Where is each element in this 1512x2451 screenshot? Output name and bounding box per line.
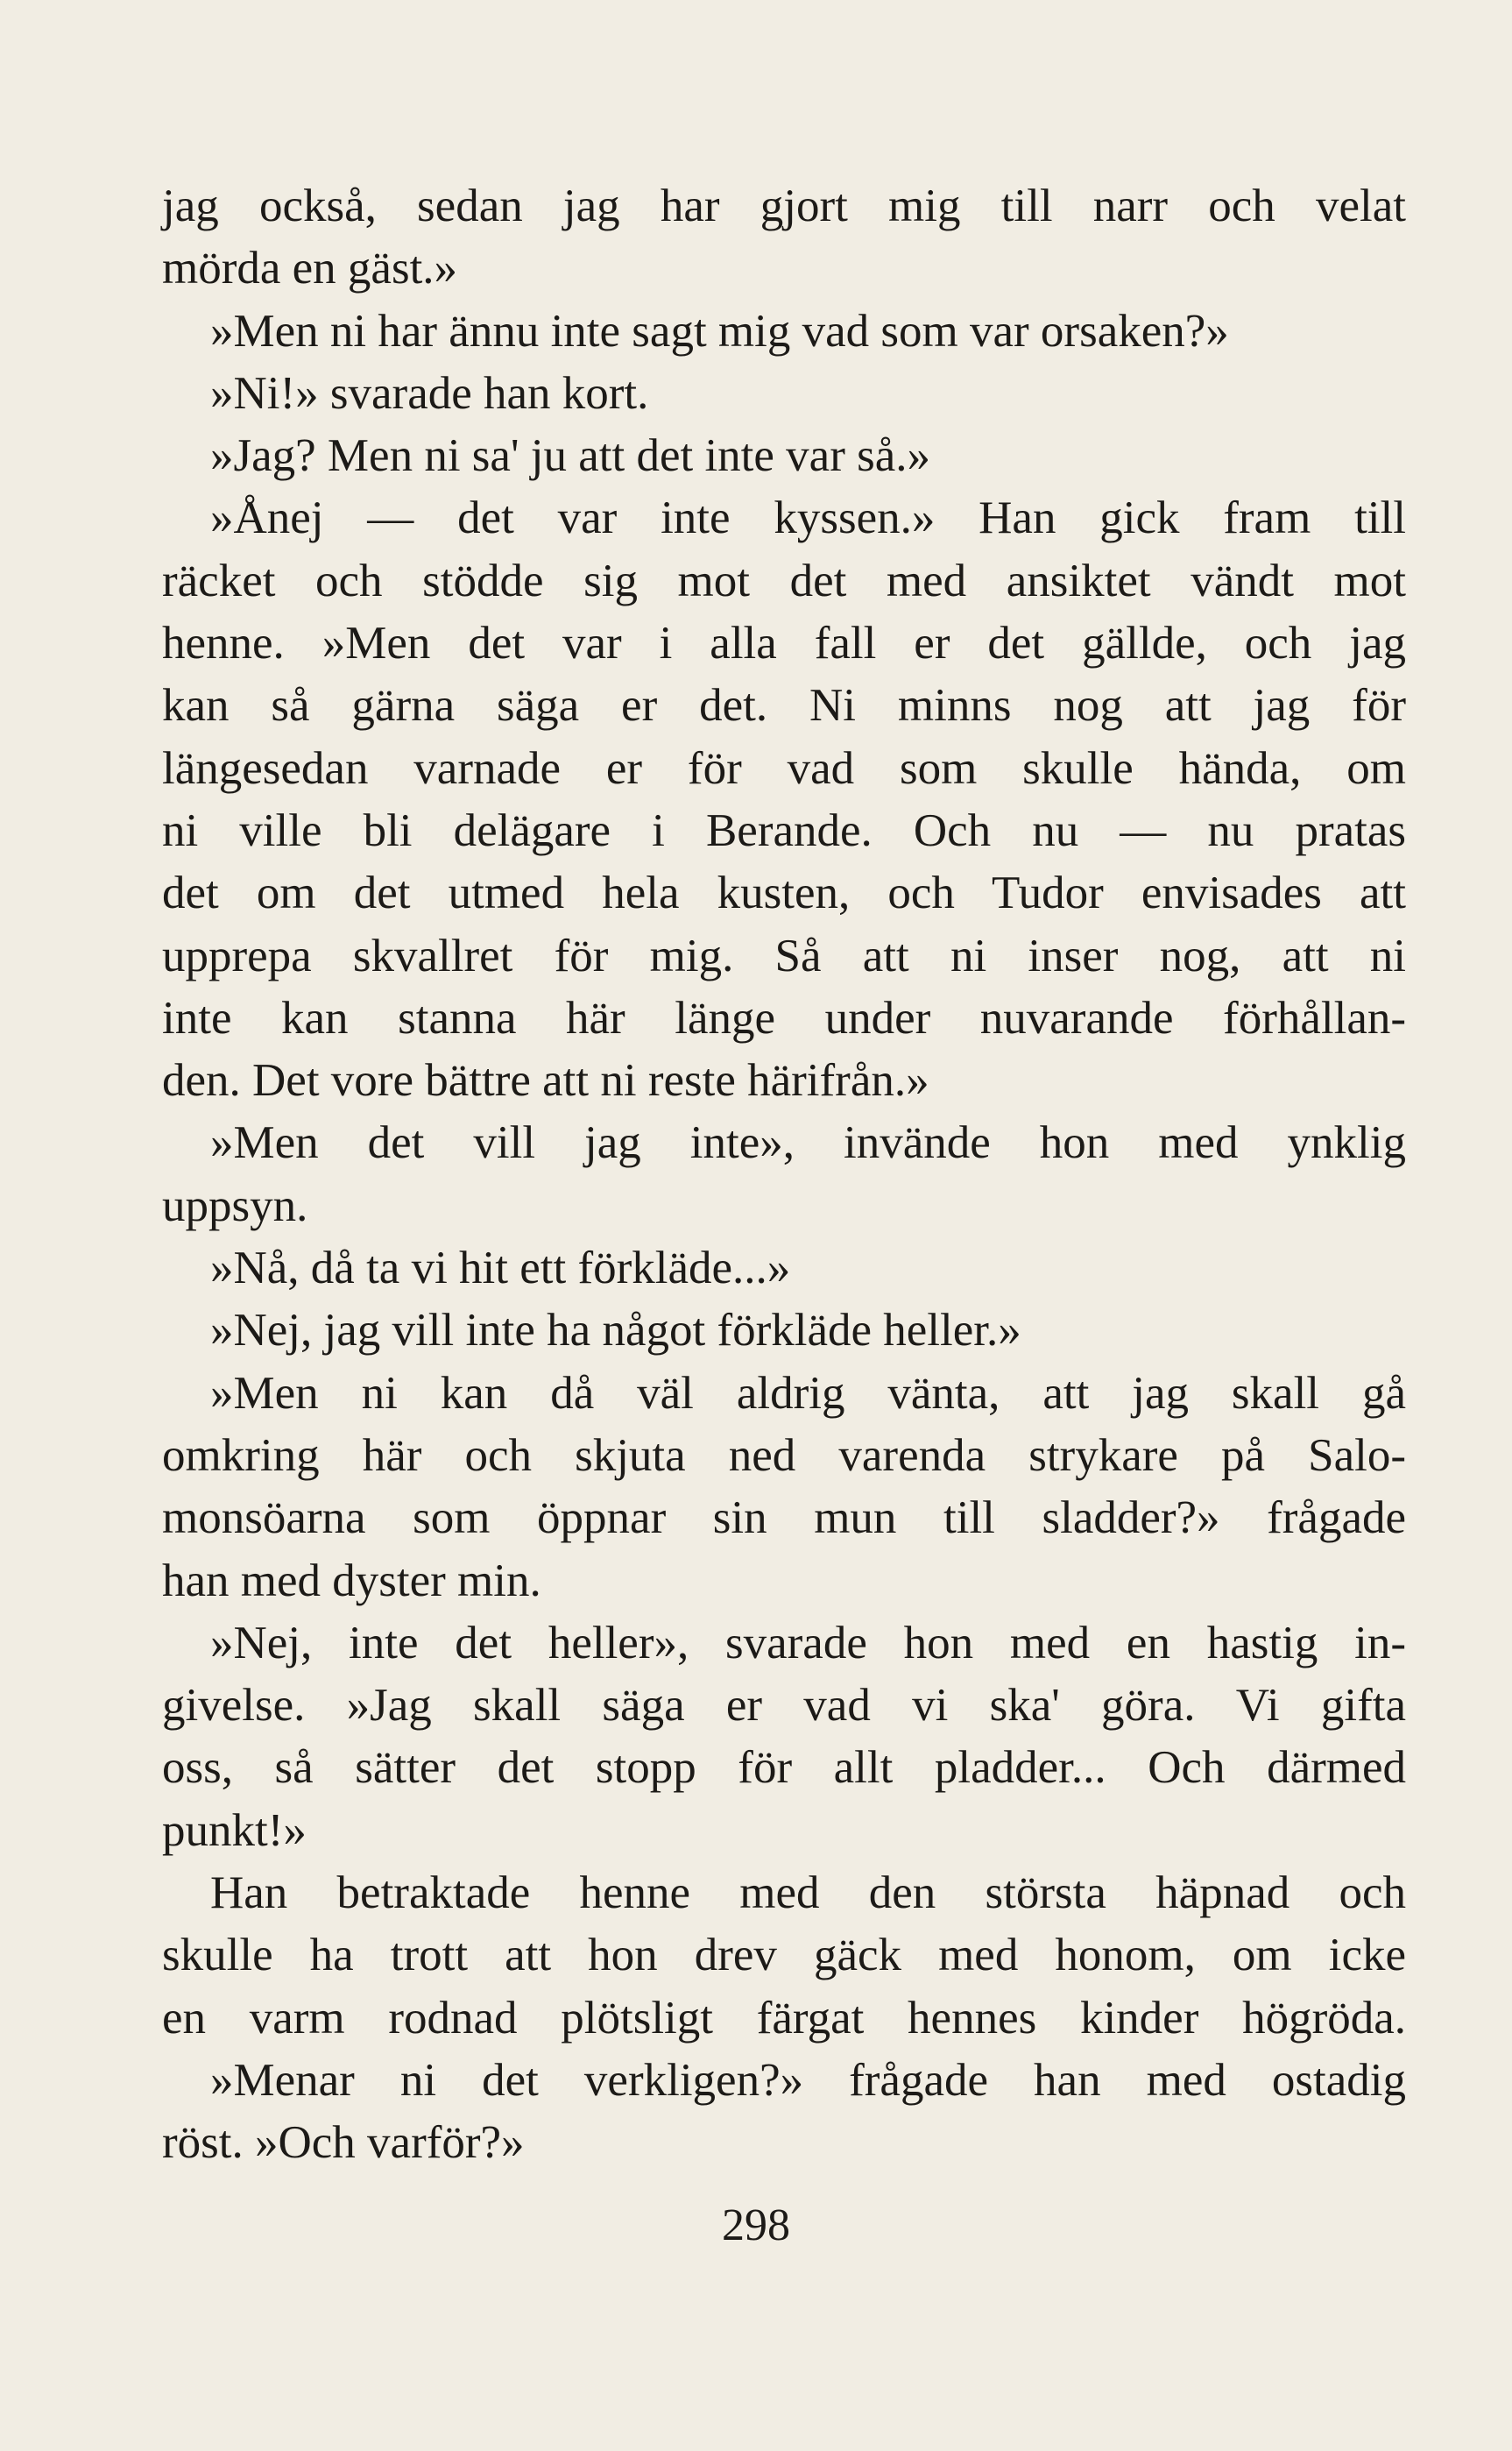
text-line: »Nå, då ta vi hit ett förkläde...» bbox=[210, 1243, 791, 1294]
page-number: 298 bbox=[722, 2200, 790, 2250]
text-line: »Ånej — det var inte kyssen.» Han gick fram till bbox=[210, 492, 1406, 544]
text-line: »Menar ni det verkligen?» frågade han med ostadig bbox=[210, 2054, 1406, 2106]
text-line: Han betraktade henne med den största häpnad och bbox=[210, 1867, 1406, 1919]
text-line: punkt!» bbox=[162, 1804, 307, 1856]
text-line: »Men det vill jag inte», invände hon med ynklig bbox=[210, 1117, 1406, 1169]
text-line: ni ville bli delägare i Berande. Och nu — nu pratas bbox=[162, 804, 1406, 856]
text-line: mörda en gäst.» bbox=[162, 243, 458, 294]
text-line: »Men ni kan då väl aldrig vänta, att jag skall gå bbox=[210, 1367, 1406, 1419]
text-line: röst. »Och varför?» bbox=[162, 2117, 525, 2169]
body-text bbox=[162, 175, 1406, 2175]
text-line: en varm rodnad plötsligt färgat hennes kinder högröda. bbox=[162, 1992, 1406, 2044]
text-line: »Ni!» svarade han kort. bbox=[210, 367, 649, 419]
text-line: givelse. »Jag skall säga er vad vi ska' göra. Vi gifta bbox=[162, 1680, 1406, 1732]
text-line: inte kan stanna här länge under nuvarande förhållan- bbox=[162, 992, 1406, 1044]
text-line: »Jag? Men ni sa' ju att det inte var så.» bbox=[210, 430, 930, 482]
text-line: det om det utmed hela kusten, och Tudor envisades att bbox=[162, 868, 1406, 919]
text-line: oss, så sätter det stopp för allt pladder... Och därmed bbox=[162, 1742, 1406, 1794]
text-line: omkring här och skjuta ned varenda strykare på Salo- bbox=[162, 1429, 1406, 1481]
text-line: »Men ni har ännu inte sagt mig vad som var orsaken?» bbox=[210, 305, 1229, 357]
text-line: jag också, sedan jag har gjort mig till narr och velat bbox=[162, 181, 1406, 231]
text-line: den. Det vore bättre att ni reste härifrån.» bbox=[162, 1055, 929, 1107]
text-line: monsöarna som öppnar sin mun till sladder?» frågade bbox=[162, 1492, 1406, 1544]
text-line: uppsyn. bbox=[162, 1179, 308, 1231]
text-line: räcket och stödde sig mot det med ansiktet vändt mot bbox=[162, 555, 1406, 606]
text-line: henne. »Men det var i alla fall er det gällde, och jag bbox=[162, 618, 1406, 669]
text-line: längesedan varnade er för vad som skulle hända, om bbox=[162, 742, 1406, 794]
text-line: han med dyster min. bbox=[162, 1555, 541, 1606]
text-line: »Nej, jag vill inte ha något förkläde heller.» bbox=[210, 1305, 1021, 1357]
text-line: skulle ha trott att hon drev gäck med honom, om icke bbox=[162, 1930, 1406, 1981]
text-line: kan så gärna säga er det. Ni minns nog att jag för bbox=[162, 680, 1406, 732]
text-line: upprepa skvallret för mig. Så att ni inser nog, att ni bbox=[162, 930, 1406, 981]
text-line: »Nej, inte det heller», svarade hon med en hastig in- bbox=[210, 1617, 1406, 1668]
